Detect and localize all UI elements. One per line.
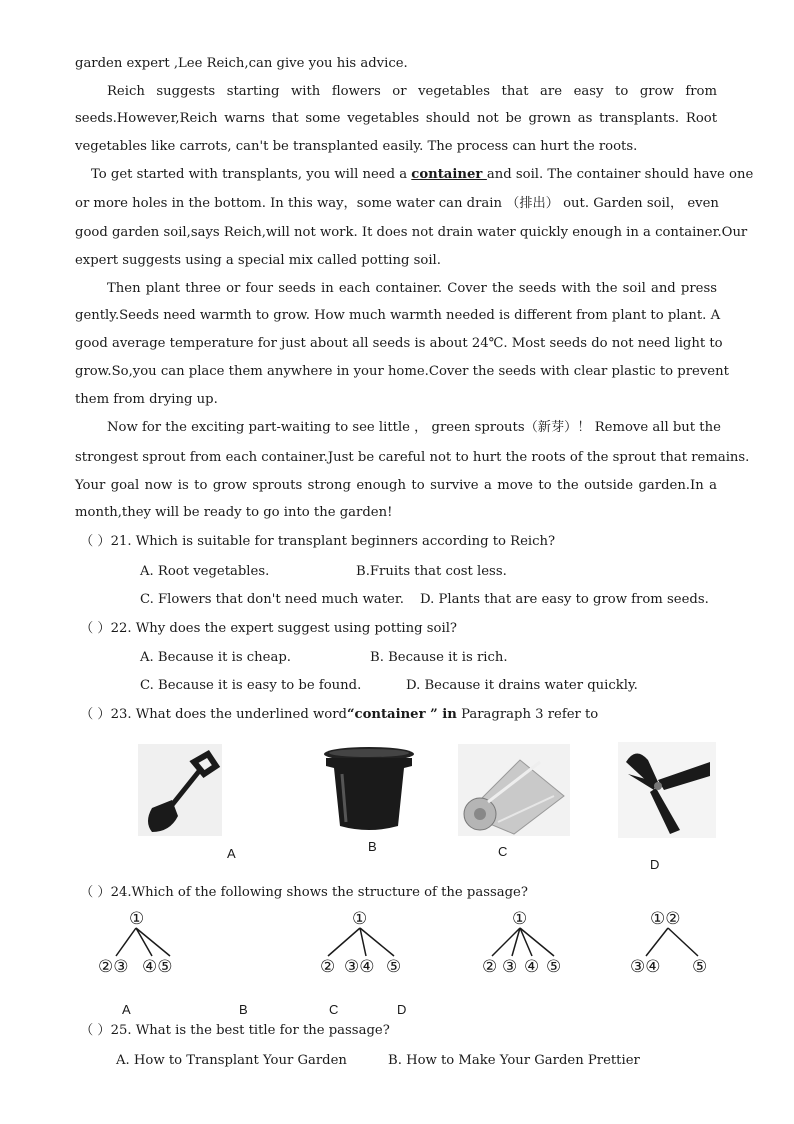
underlined-word-container: container bbox=[411, 167, 487, 182]
tree-node-left: ②③ bbox=[98, 957, 129, 977]
passage-line bbox=[91, 166, 754, 184]
passage-line: Reich suggests starting with flowers or vegetables that are easy to grow from bbox=[107, 84, 717, 99]
q22-option-c[interactable]: C. Because it is easy to be found. bbox=[140, 678, 362, 693]
tree-node-top: ① bbox=[352, 909, 368, 929]
passage-line: Then plant three or four seeds in each container. Cover the seeds with the soil and press bbox=[107, 281, 717, 296]
passage-line: vegetables like carrots, can't be transplanted easily. The process can hurt the roots. bbox=[75, 139, 638, 154]
q22-option-b[interactable]: B. Because it is rich. bbox=[370, 650, 508, 665]
passage-line: Now for the exciting part-waiting to see little ， green sprouts（新芽）！ Remove all but the bbox=[107, 420, 721, 435]
q23-label-c: C bbox=[498, 844, 508, 859]
shovel-image[interactable] bbox=[138, 744, 222, 836]
q23-label-a: A bbox=[227, 846, 236, 861]
q24-label-d: D bbox=[397, 1002, 407, 1017]
passage-line: strongest sprout from each container.Just be careful not to hurt the roots of the sprout that remains. bbox=[75, 450, 750, 465]
q25-option-b[interactable]: B. How to Make Your Garden Prettier bbox=[388, 1053, 640, 1068]
tree-node-2: ③ bbox=[502, 957, 518, 977]
q25-option-a[interactable]: A. How to Transplant Your Garden bbox=[116, 1053, 347, 1068]
tree-node-top: ① bbox=[512, 909, 528, 929]
tree-node-left: ③④ bbox=[630, 957, 661, 977]
structure-tree-d[interactable] bbox=[624, 906, 720, 978]
tree-node-1: ② bbox=[482, 957, 498, 977]
q22-option-d[interactable]: D. Because it drains water quickly. bbox=[406, 678, 638, 693]
passage-line: garden expert ,Lee Reich,can give you his advice. bbox=[75, 56, 408, 71]
passage-line: Your goal now is to grow sprouts strong enough to survive a move to the outside garden.In a bbox=[75, 478, 717, 493]
question-24-stem: （ ）24.Which of the following shows the structure of the passage? bbox=[80, 885, 528, 900]
structure-tree-c[interactable] bbox=[480, 906, 576, 978]
question-23-stem bbox=[80, 706, 598, 724]
question-21-stem: （ ）21. Which is suitable for transplant beginners according to Reich? bbox=[80, 534, 556, 549]
tree-node-left: ② bbox=[320, 957, 336, 977]
q23-label-d: D bbox=[650, 857, 660, 872]
tree-node-top: ①② bbox=[650, 909, 681, 929]
plastic-wrap-image[interactable] bbox=[458, 744, 570, 836]
tree-node-4: ⑤ bbox=[546, 957, 562, 977]
passage-line: good garden soil,says Reich,will not work. It does not drain water quickly enough in a container.Our bbox=[75, 225, 748, 240]
passage-line: month,they will be ready to go into the garden! bbox=[75, 505, 393, 520]
tree-node-mid: ③④ bbox=[344, 957, 375, 977]
text-run: Paragraph 3 refer to bbox=[456, 707, 599, 722]
q24-label-c: C bbox=[329, 1002, 339, 1017]
text-run: （ ）23. What does the underlined word bbox=[80, 707, 347, 722]
q21-option-d[interactable]: D. Plants that are easy to grow from seeds. bbox=[420, 592, 709, 607]
text-run: and soil. The container should have one bbox=[486, 167, 754, 182]
q22-option-a[interactable]: A. Because it is cheap. bbox=[140, 650, 291, 665]
passage-line: seeds.However,Reich warns that some vegetables should not be grown as transplants. Root bbox=[75, 111, 717, 126]
tree-node-right: ⑤ bbox=[386, 957, 402, 977]
question-22-stem: （ ）22. Why does the expert suggest using potting soil? bbox=[80, 621, 457, 636]
structure-tree-a[interactable] bbox=[96, 906, 192, 978]
passage-line: or more holes in the bottom. In this way，some water can drain （排出） out. Garden soil， even bbox=[75, 196, 719, 211]
q23-label-b: B bbox=[368, 839, 377, 854]
structure-tree-b[interactable] bbox=[318, 906, 414, 978]
q24-label-b: B bbox=[239, 1002, 248, 1017]
passage-line: gently.Seeds need warmth to grow. How much warmth needed is different from plant to plant. A bbox=[75, 308, 721, 323]
passage-line: good average temperature for just about all seeds is about 24℃. Most seeds do not need light to bbox=[75, 336, 723, 351]
quoted-word: “container ” in bbox=[346, 707, 457, 722]
tree-node-right: ④⑤ bbox=[142, 957, 173, 977]
text-run: To get started with transplants, you will need a bbox=[91, 167, 412, 182]
tree-node-3: ④ bbox=[524, 957, 540, 977]
passage-line: expert suggests using a special mix called potting soil. bbox=[75, 253, 441, 268]
tree-node-right: ⑤ bbox=[692, 957, 708, 977]
tree-node-top: ① bbox=[129, 909, 145, 929]
passage-line: grow.So,you can place them anywhere in your home.Cover the seeds with clear plastic to prevent bbox=[75, 364, 729, 379]
q21-option-b[interactable]: B.Fruits that cost less. bbox=[356, 564, 507, 579]
q21-option-c[interactable]: C. Flowers that don't need much water. bbox=[140, 592, 404, 607]
q21-option-a[interactable]: A. Root vegetables. bbox=[140, 564, 270, 579]
flower-pot-image[interactable] bbox=[320, 744, 418, 836]
q24-label-a: A bbox=[122, 1002, 131, 1017]
question-25-stem: （ ）25. What is the best title for the passage? bbox=[80, 1023, 390, 1038]
passage-line: them from drying up. bbox=[75, 392, 218, 407]
pruning-shears-image[interactable] bbox=[618, 742, 716, 838]
